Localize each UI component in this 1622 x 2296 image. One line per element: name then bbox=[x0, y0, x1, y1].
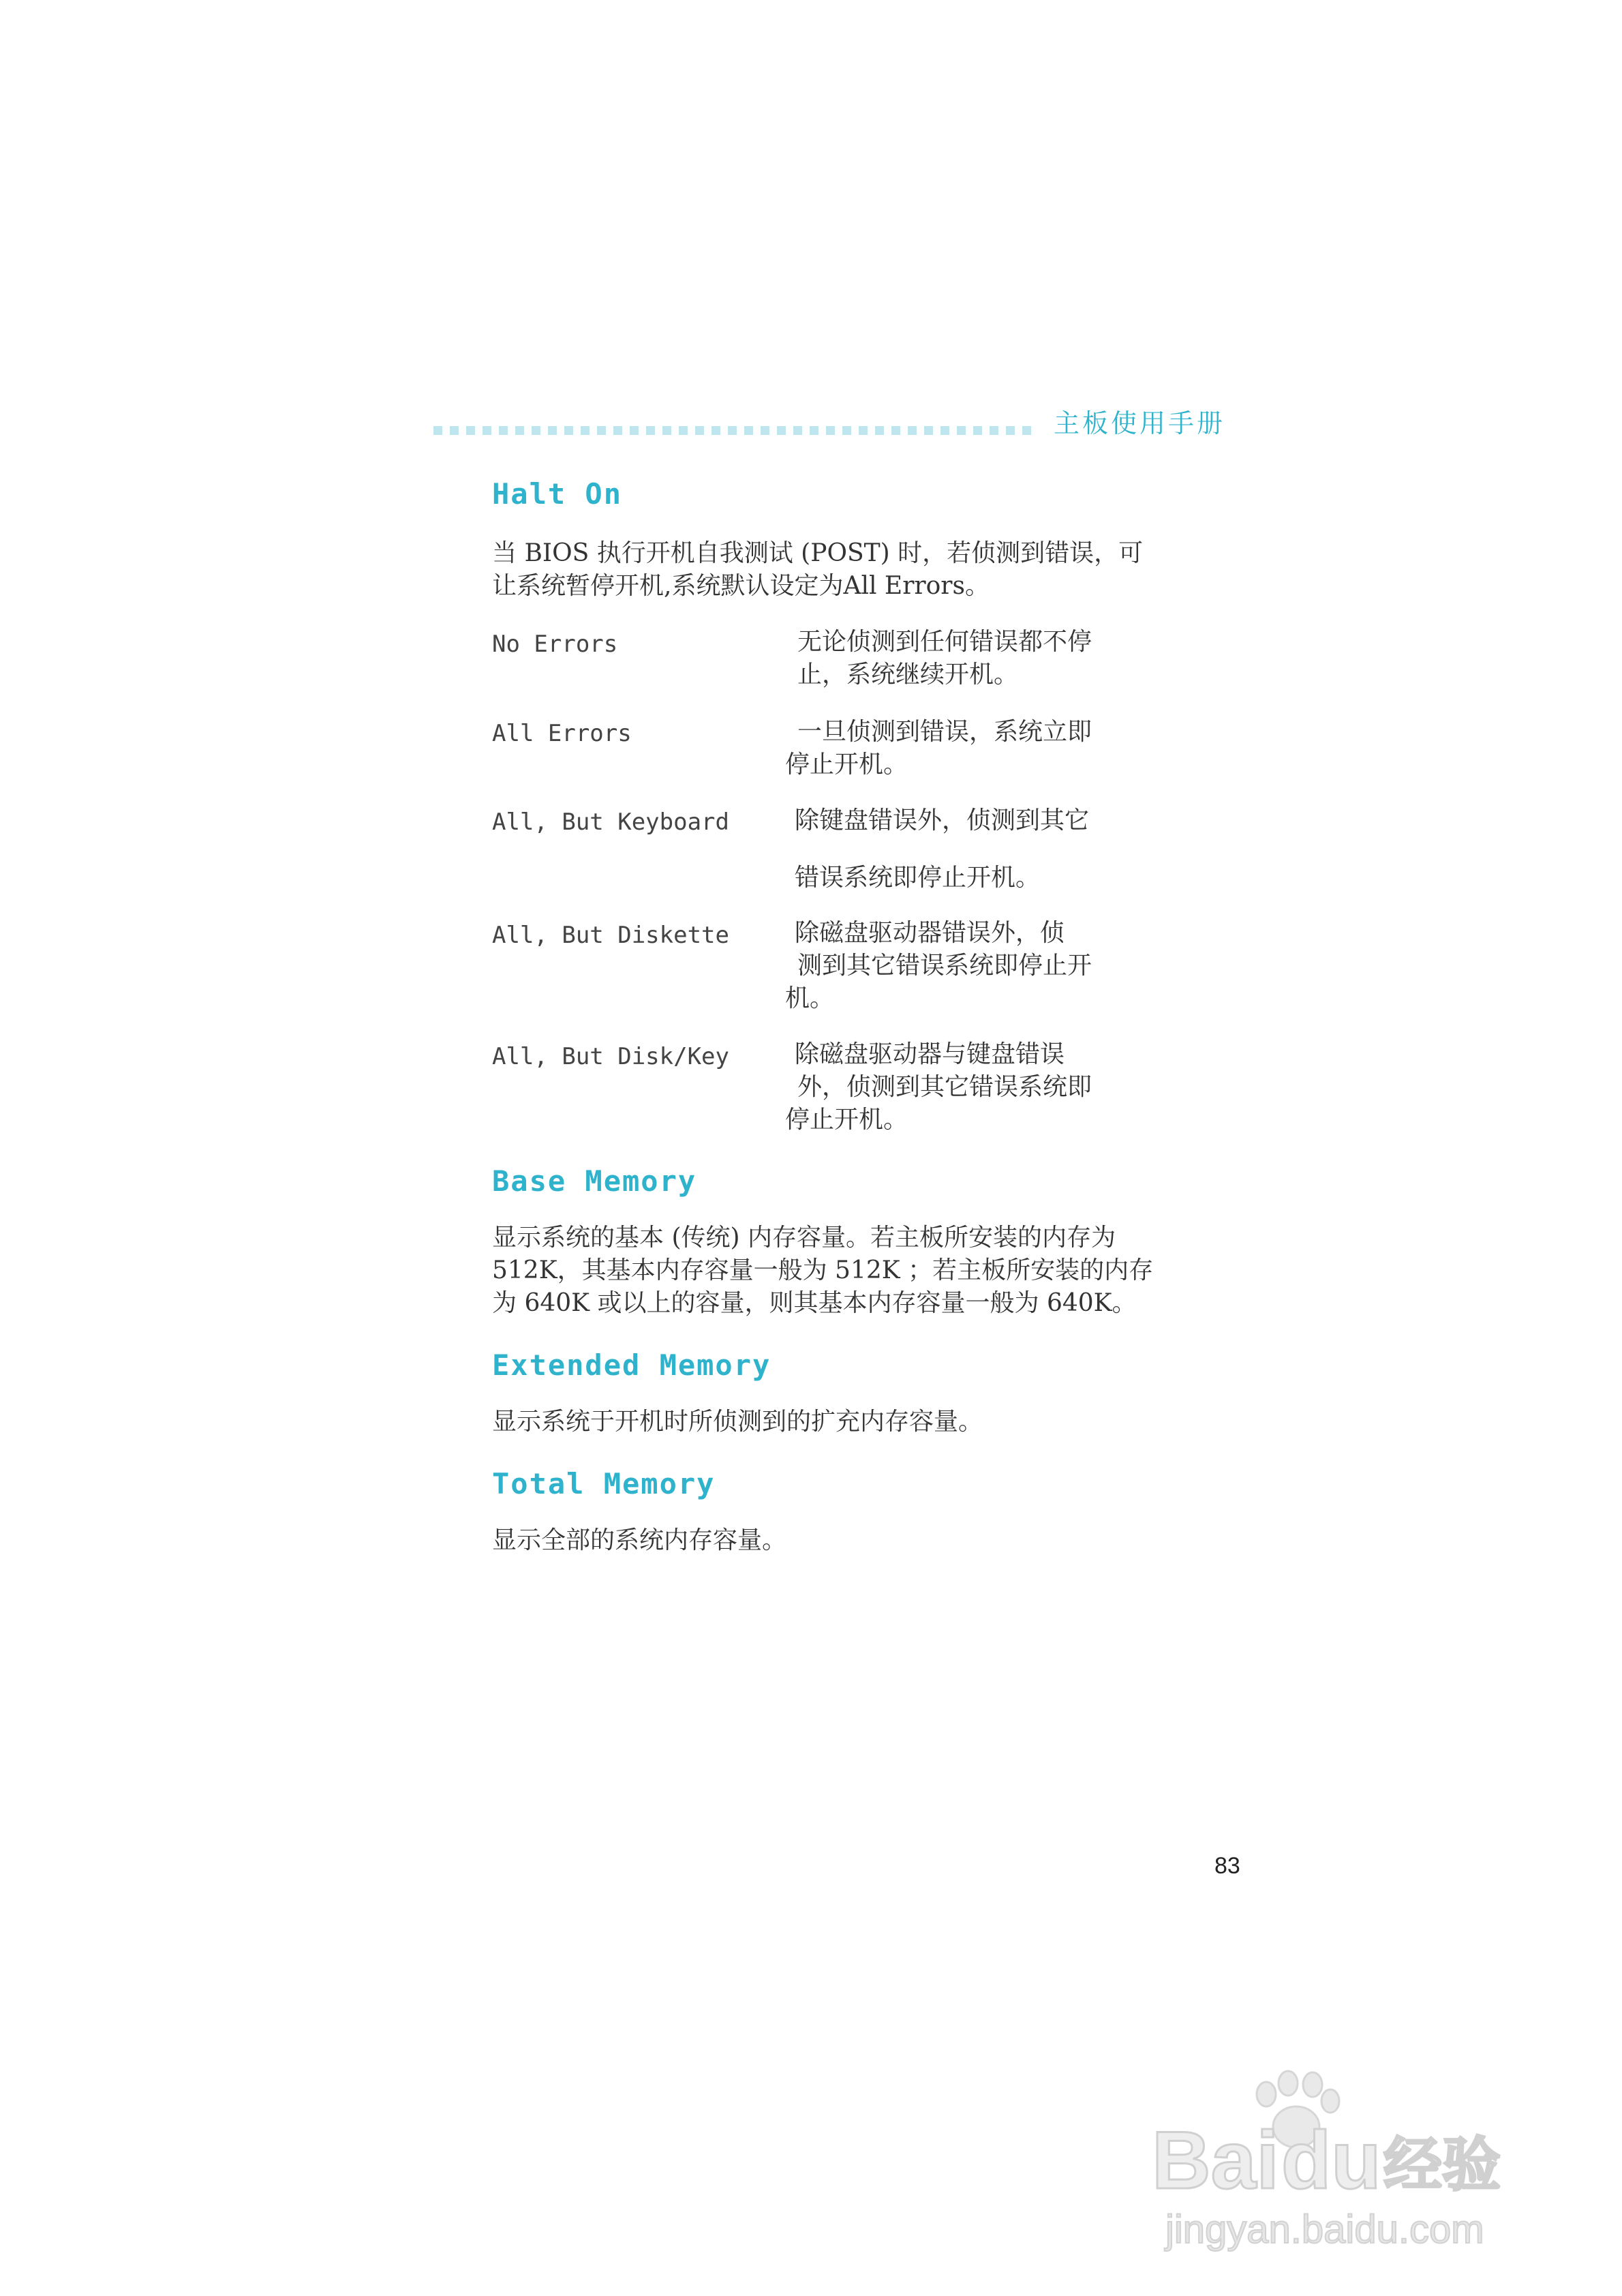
text-line: 显示系统于开机时所侦测到的扩充内存容量。 bbox=[492, 1408, 983, 1436]
option-description bbox=[785, 626, 1167, 691]
header-dot bbox=[940, 426, 949, 435]
header-dot bbox=[695, 426, 704, 435]
text-line: 外，侦测到其它错误系统即 bbox=[797, 1073, 1092, 1101]
heading-extended-memory: Extended Memory bbox=[492, 1348, 771, 1382]
text-line: 显示系统的基本 (传统) 内存容量。若主板所安装的内存为 bbox=[492, 1224, 1116, 1252]
header-dot bbox=[990, 426, 998, 435]
header-dot bbox=[483, 426, 491, 435]
header-dotted-rule bbox=[433, 426, 1033, 437]
header-dot bbox=[728, 426, 737, 435]
option-description bbox=[785, 804, 1167, 894]
svg-text:经验: 经验 bbox=[1383, 2132, 1501, 2198]
header-dot bbox=[859, 426, 868, 435]
header-dot bbox=[1022, 426, 1031, 435]
heading-halt-on: Halt On bbox=[492, 477, 623, 511]
text-line: 除键盘错误外，侦测到其它 bbox=[795, 806, 1090, 834]
header-dot bbox=[662, 426, 671, 435]
svg-text:Bai: Bai bbox=[1152, 2115, 1279, 2206]
header-dot bbox=[777, 426, 786, 435]
header-dot bbox=[826, 426, 835, 435]
header-dot bbox=[957, 426, 966, 435]
option-description bbox=[785, 917, 1167, 1015]
running-header-title: 主板使用手册 bbox=[1054, 408, 1226, 438]
text-line: 机。 bbox=[785, 984, 835, 1012]
header-dot bbox=[564, 426, 573, 435]
header-dot bbox=[711, 426, 720, 435]
header-dot bbox=[433, 426, 442, 435]
text-line: 无论侦测到任何错误都不停 bbox=[797, 628, 1092, 656]
option-name: All, But Disk/Key bbox=[492, 1043, 729, 1070]
header-dot bbox=[744, 426, 753, 435]
header-dot bbox=[891, 426, 900, 435]
header-dot bbox=[842, 426, 851, 435]
header-dot bbox=[1006, 426, 1015, 435]
text-line: 错误系统即停止开机。 bbox=[795, 864, 1041, 892]
text-line: 止，系统继续开机。 bbox=[797, 661, 1019, 689]
total-memory-text bbox=[492, 1524, 1249, 1557]
text-line: 显示全部的系统内存容量。 bbox=[492, 1526, 787, 1554]
header-dot bbox=[450, 426, 459, 435]
heading-base-memory: Base Memory bbox=[492, 1164, 697, 1198]
option-description bbox=[785, 1038, 1167, 1136]
header-dot bbox=[630, 426, 639, 435]
header-dot bbox=[613, 426, 622, 435]
option-name: All, But Diskette bbox=[492, 922, 729, 949]
header-dot bbox=[499, 426, 508, 435]
text-line: 512K，其基本内存容量一般为 512K ；若主板所安装的内存 bbox=[492, 1256, 1154, 1284]
header-dot bbox=[548, 426, 557, 435]
header-dot bbox=[581, 426, 590, 435]
text-line: 除磁盘驱动器与键盘错误 bbox=[795, 1040, 1065, 1068]
option-name: All Errors bbox=[492, 720, 632, 747]
baidu-jingyan-watermark-logo bbox=[1152, 2059, 1533, 2263]
option-name: All, But Keyboard bbox=[492, 809, 729, 836]
header-dot bbox=[908, 426, 917, 435]
header-dot bbox=[646, 426, 655, 435]
header-dot bbox=[793, 426, 802, 435]
extended-memory-text bbox=[492, 1406, 1249, 1438]
header-dot bbox=[761, 426, 769, 435]
text-line: 测到其它错误系统即停止开 bbox=[797, 952, 1092, 980]
header-dot bbox=[679, 426, 688, 435]
svg-text:jingyan.baidu.com: jingyan.baidu.com bbox=[1165, 2207, 1484, 2252]
halt-on-intro bbox=[492, 537, 1249, 603]
header-dot bbox=[810, 426, 818, 435]
text-line: 为 640K 或以上的容量，则其基本内存容量一般为 640K。 bbox=[492, 1289, 1137, 1317]
text-line: 除磁盘驱动器错误外，侦 bbox=[795, 919, 1065, 947]
header-dot bbox=[515, 426, 524, 435]
header-dot bbox=[532, 426, 540, 435]
header-dot bbox=[466, 426, 475, 435]
header-dot bbox=[597, 426, 606, 435]
svg-text:du: du bbox=[1281, 2115, 1381, 2206]
page-number: 83 bbox=[1214, 1853, 1240, 1879]
option-name: No Errors bbox=[492, 631, 618, 658]
header-dot bbox=[924, 426, 933, 435]
header-dot bbox=[875, 426, 884, 435]
text-line: 让系统暂停开机,系统默认设定为All Errors。 bbox=[492, 572, 990, 600]
text-line: 当 BIOS 执行开机自我测试 (POST) 时，若侦测到错误，可 bbox=[492, 539, 1144, 567]
header-dot bbox=[973, 426, 982, 435]
heading-total-memory: Total Memory bbox=[492, 1467, 716, 1500]
text-line: 停止开机。 bbox=[785, 1106, 908, 1134]
text-line: 一旦侦测到错误，系统立即 bbox=[797, 718, 1092, 746]
base-memory-text bbox=[492, 1222, 1249, 1320]
option-description bbox=[785, 716, 1167, 781]
text-line: 停止开机。 bbox=[785, 751, 908, 779]
